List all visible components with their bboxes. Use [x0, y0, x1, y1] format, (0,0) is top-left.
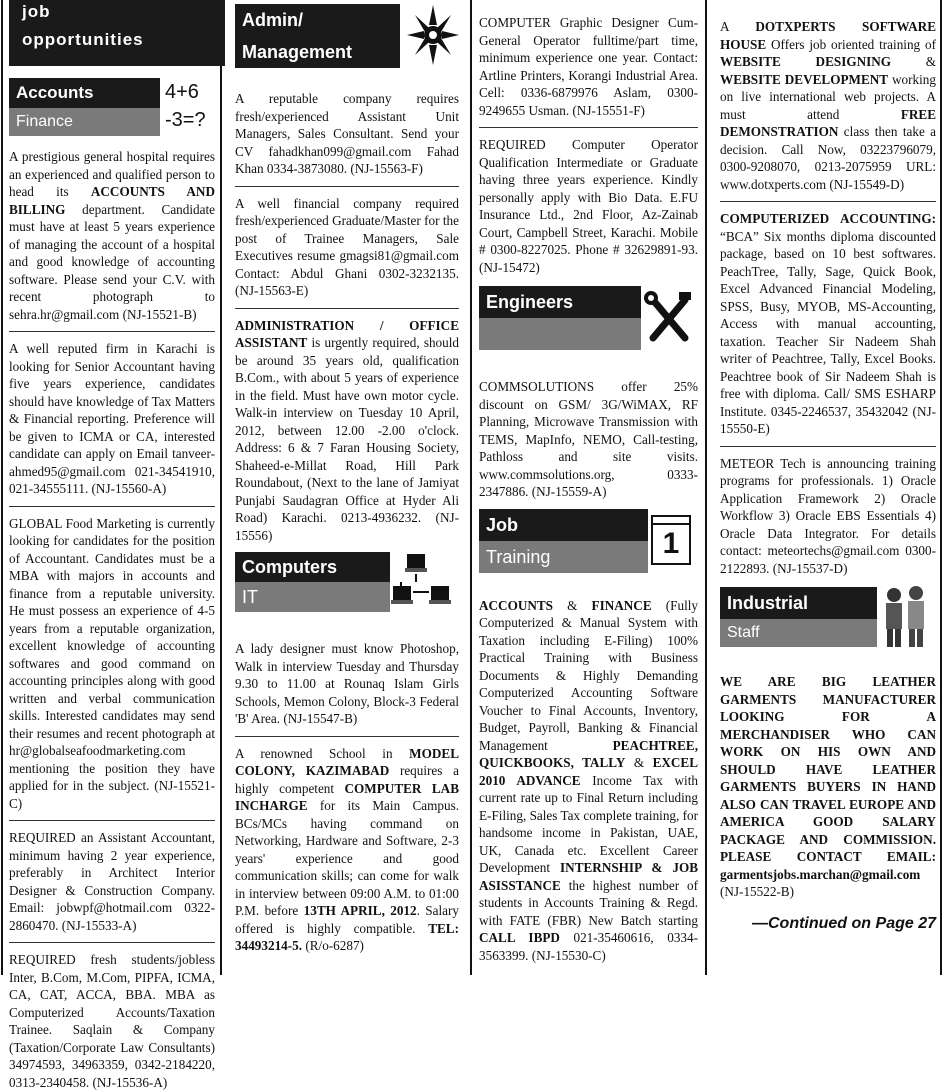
ad-separator	[9, 331, 215, 332]
classified-ad: A DOTXPERTS SOFTWARE HOUSE Offers job oriented training of WEBSITE DESIGNING & WEBSITE DEVELOPMENT working on live international web projects. A must attend FREE DEMONSTRATION class then take a decision. Call Now, 03223796079, 0300-9208070, 0213-2075959 URL: www.dotxperts.com (NJ-15549-D)	[720, 19, 937, 192]
classified-ad: A renowned School in MODEL COLONY, KAZIMABAD requires a highly competent COMPUTER LAB INCHARGE for its Main Campus. BCs/MCs having command on Networking, Hardware and Software, 2-3 years' experience and good communication skills; can come for walk in interview between 09:00 A.M. to 01:00 P.M. before 13TH APRIL, 2012. Salary offered is highly compatible. TEL: 34493214-5. (R/o-6287)	[235, 745, 459, 953]
calendar-icon	[651, 515, 691, 565]
ads-list	[235, 90, 459, 544]
classified-ad: A reputable company requires fresh/experienced Assistant Unit Managers, Sales Consultant. Send your CV fahadkhan099@gmail.com Fahad Khan 0334-3873080. (NJ-15563-F)	[235, 91, 459, 176]
banner-line-2: opportunities	[9, 24, 225, 66]
section-header-admin	[235, 0, 459, 70]
classified-ad: GLOBAL Food Marketing is currently looking for candidates for the position of Accountant. Candidates must be a MBA with majors in accounts and finance from a reputable university. He must possess an experience of 4-5 years from a reputable organization, excellent knowledge of accounting softwares and good command on accounting principles along with good written and verbal communication skills. Interested candidates may send their resumes and recent photograph at hr@globalseafoodmarketing.com mentioning the position they have applied for in the subject. (NJ-15521-C)	[9, 515, 215, 811]
column-rule	[705, 0, 707, 975]
section-header-accounts	[9, 78, 215, 136]
math-bottom: -3=?	[165, 109, 206, 131]
math-icon	[165, 78, 217, 134]
ad-separator	[720, 201, 936, 202]
workers-icon	[876, 583, 936, 649]
ad-separator	[479, 127, 698, 128]
ad-separator	[9, 942, 215, 943]
column-3	[479, 0, 698, 975]
classified-ad: REQUIRED fresh students/jobless Inter, B.Com, M.Com, PIPFA, ICMA, CA, CAT, ACCA, BBA. MBA as Computerized Accounts/Taxation Trainee. Saqlain & Company (Taxation/Corporate Law Consultants) 34974593, 34963359, 0342-2184220, 0313-2340458. (NJ-15536-A)	[9, 952, 215, 1090]
section-header-computers	[235, 552, 459, 618]
section-title: Admin/	[235, 4, 400, 36]
classified-ad: METEOR Tech is announcing training programs for professionals. 1) Oracle Application Framework 2) Oracle Workflow 3) Oracle EBS Essentials 4) Oracle Data Integrator. For details contact: meteortechs@gmail.com 0300-2122893. (NJ-15537-D)	[720, 455, 936, 576]
ads-list	[9, 148, 215, 1091]
column-4	[720, 0, 936, 975]
section-title: Job	[479, 509, 648, 541]
section-header-engineers	[479, 286, 698, 352]
calendar-number: 1	[662, 526, 680, 560]
ads-list	[479, 14, 698, 276]
column-rule	[220, 0, 222, 975]
ads-list	[235, 640, 459, 955]
classified-ad: COMMSOLUTIONS offer 25% discount on GSM/ 3G/WiMAX, RF Planning, Microwave Transmission with TEMS, MapInfo, NEMO, Call-testing, Pathloss and site visits. www.commsolutions.org, 0333-2347886. (NJ-15559-A)	[479, 379, 698, 499]
computer-network-icon	[389, 552, 455, 614]
section-subtitle: Management	[235, 36, 400, 68]
ad-separator	[235, 736, 459, 737]
classified-ad: A well reputed firm in Karachi is looking for Senior Accountant having five years experience, candidates should have knowledge of Tax Matters & Financial reporting. Preference will be given to ICMA or CA, interested candidate can apply on Email tanveer-ahmed95@gmail.com 021-34541910, 021-34555111. (NJ-15560-A)	[9, 341, 215, 496]
section-subtitle	[479, 318, 641, 350]
section-subtitle: Finance	[9, 108, 160, 136]
section-title: Accounts	[9, 78, 160, 108]
section-header-industrial	[720, 587, 936, 651]
section-title: Industrial	[720, 587, 877, 619]
classified-ad: ACCOUNTS & FINANCE (Fully Computerized & Manual System with Taxation including E-Filing) 100% Practical Training with Business Documents & Highly Demanding Computerized Accounting Software Voucher to Final Accounts, Inventory, Budget, Payroll, Banking & Financial Management PEACHTREE, QUICKBOOKS, TALLY & EXCEL 2010 ADVANCE Income Tax with current rate up to Final Return including E-Filing, Sales Tax complete training, for handsome income in Pakistan, UAE, UK, Canada etc. Excellent Career Development INTERNSHIP & JOB ASISSTANCE the highest number of students in Accounts Training & Regd. with FATE (FBR) New Batch starting CALL IBPD 021-35460616, 0334-3563399. (NJ-15530-C)	[479, 597, 699, 963]
ads-list	[720, 18, 936, 577]
ad-separator	[9, 820, 215, 821]
classified-ad: A lady designer must know Photoshop, Walk in interview Tuesday and Thursday 9.30 to 11.00 at Rounaq Islam Girls Schools, Memon Colony, Block-3 Federal 'B' Area. (NJ-15547-B)	[235, 641, 459, 726]
classified-ad: A prestigious general hospital requires an experienced and qualified person to head its ACCOUNTS AND BILLING department. Candidate must have at least 5 years experience of managing the account of a hospital and good knowledge of accounting software. Please send your C.V. with recent photograph to sehra.hr@gmail.com (NJ-15521-B)	[9, 149, 215, 322]
column-1	[9, 0, 215, 1090]
column-rule	[1, 0, 3, 975]
section-title: Engineers	[479, 286, 641, 318]
classified-ad: A well financial company required fresh/experienced Graduate/Master for the post of Trainee Managers, Sale Executives resume gmagsi81@gmail.com Contact: Abdul Ghani 0302-3232135. (NJ-15563-E)	[235, 195, 459, 298]
classified-ad: COMPUTERIZED ACCOUNTING: “BCA” Six months diploma discounted package, based on 10 best softwares. PeachTree, Tally, Sage, Quick Book, Excel Advanced Financial Modeling, SPSS, Busy, MYOB, MS-Accounting, Access with manual accounting, taxation. Teacher Sir Nadeem Shah writer of Peachtree, Tally, Excel Books. Peachtree book of Sir Nadeem Shah is free with diploma. Call/ SMS ESHARP Institute. 0345-2246537, 35432042 (NJ-15550-E)	[720, 211, 936, 436]
section-subtitle: Staff	[720, 619, 877, 647]
ad-separator	[720, 446, 936, 447]
column-rule	[940, 0, 942, 975]
classified-ad: COMPUTER Graphic Designer Cum-General Operator fulltime/part time, minimum experience one year. Contact: Artline Printers, Korangi Industrial Area. Cell: 0336-6879976 Aslam, 0300-9249655 Usman. (NJ-15551-F)	[479, 15, 698, 118]
column-rule	[470, 0, 472, 975]
math-top: 4+6	[165, 81, 199, 103]
section-header-job-training	[479, 509, 698, 575]
job-opportunities-banner	[9, 0, 215, 62]
continued-notice: —Continued on Page 27	[751, 914, 936, 932]
classified-ad: WE ARE BIG LEATHER GARMENTS MANUFACTURER LOOKING FOR A MERCHANDISER WHO CAN WORK ON HIS OWN AND SHOULD HAVE LEATHER GARMENTS BUYERS IN HAND ALSO CAN TRAVEL EUROPE AND AMERICA GOOD SALARY PACKAGE AND COMMISSION. PLEASE CONTACT EMAIL: garmentsjobs.marchan@gmail.com (NJ-15522-B)	[720, 674, 936, 899]
classified-ad: REQUIRED an Assistant Accountant, minimum having 2 year experience, preferably in Architect Interior Designer & Construction Company. Email: jobwpf@hotmail.com 0322-2860470. (NJ-15533-A)	[9, 830, 215, 933]
classified-ad: ADMINISTRATION / OFFICE ASSISTANT is urgently required, should be around 35 years old, qualification B.Com., with about 5 years of experience in the field. Must have own motor cycle. Walk-in interview on Tuesday 10 April, 2012, between 12.00 -2.00 o'clock. Address: 6 & 7 Faran Housing Society, Shaheed-e-Millat Road, Hill Park Roundabout, (Next to the lane of Jamiyat Punjabi Saudagran Office at Hyder Ali Road) Karachi. 0213-4936232. (NJ-15556)	[235, 317, 459, 543]
ad-separator	[235, 308, 459, 309]
section-subtitle: Training	[479, 541, 648, 573]
ad-separator	[235, 186, 459, 187]
ad-separator	[9, 506, 215, 507]
section-title: Computers	[235, 552, 390, 582]
compass-star-icon	[407, 2, 459, 68]
ads-list	[720, 673, 936, 901]
banner-line-1: job	[9, 0, 225, 24]
column-2	[235, 0, 459, 975]
tools-icon	[643, 290, 695, 346]
ads-list	[479, 597, 698, 965]
section-subtitle: IT	[235, 582, 390, 612]
ads-list	[479, 378, 698, 501]
classified-ad: REQUIRED Computer Operator Qualification Intermediate or Graduate having three years experience. Kindly personally apply with Bio Data. E.FU Insurance Ltd., 2nd Floor, Az-Zainab Court, Campbell Street, Karachi. Mobile # 0300-8227025. Phone # 32629891-93. (NJ-15472)	[479, 137, 698, 275]
